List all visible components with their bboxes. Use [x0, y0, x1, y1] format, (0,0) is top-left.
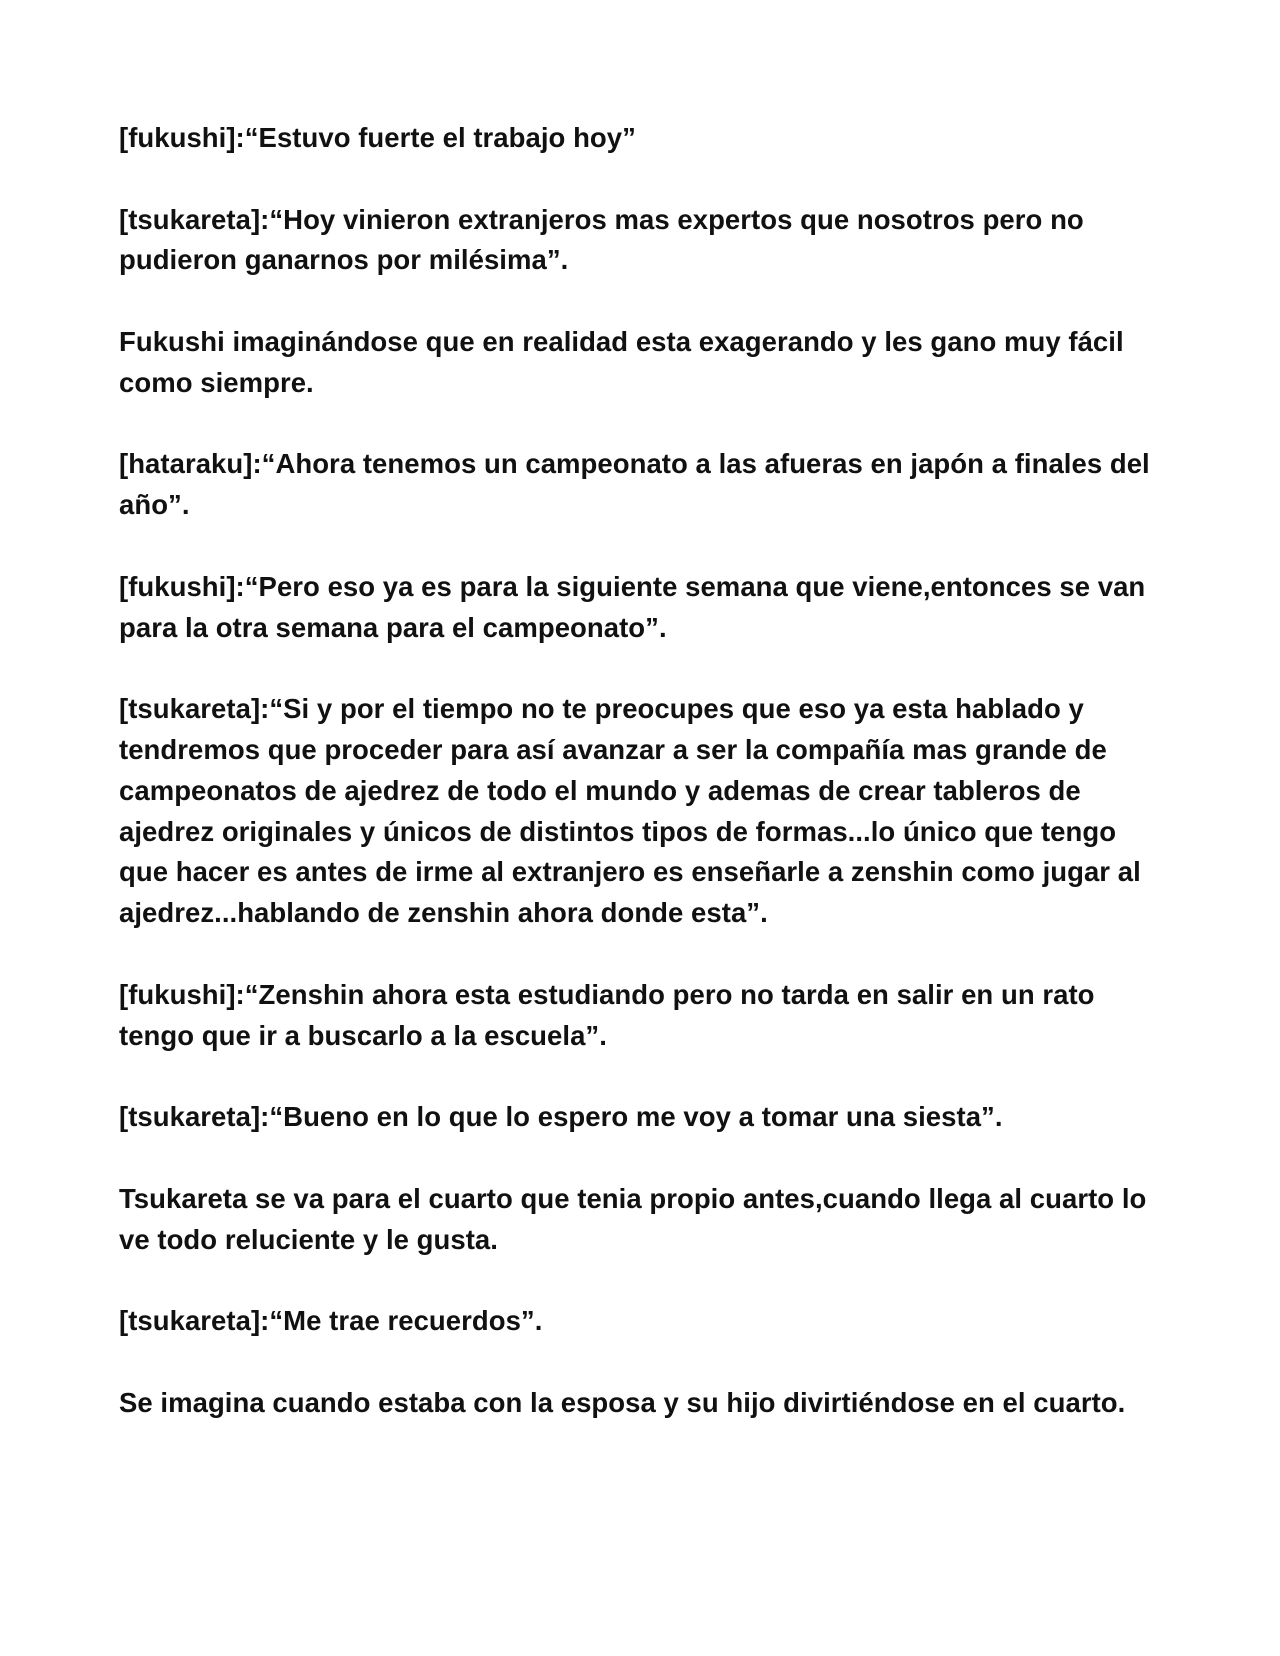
paragraph-4: [hataraku]:“Ahora tenemos un campeonato a las afueras en japón a finales del año”.	[119, 448, 1150, 521]
paragraph-10: [tsukareta]:“Me trae recuerdos”.	[119, 1305, 543, 1337]
paragraph-6: [tsukareta]:“Si y por el tiempo no te preocupes que eso ya esta hablado y tendremos que proceder para así avanzar a ser la compañía mas grande de campeonatos de ajedrez de todo el mundo y ademas de crear tableros de ajedrez originales y únicos de distintos tipos de formas...lo único que tengo que hacer es antes de irme al extranjero es enseñarle a zenshin como jugar al ajedrez...hablando de zenshin ahora donde esta”.	[119, 693, 1141, 929]
paragraph-2: [tsukareta]:“Hoy vinieron extranjeros mas expertos que nosotros pero no pudieron ganarnos por milésima”.	[119, 203, 1084, 276]
paragraph-11: Se imagina cuando estaba con la esposa y su hijo divirtiéndose en el cuarto.	[119, 1386, 1126, 1418]
paragraph-5: [fukushi]:“Pero eso ya es para la siguiente semana que viene,entonces se van para la otra semana para el campeonato”.	[119, 570, 1146, 643]
paragraph-3: Fukushi imaginándose que en realidad esta exagerando y les gano muy fácil como siempre.	[119, 325, 1124, 398]
document-body	[119, 118, 1164, 1424]
paragraph-9: Tsukareta se va para el cuarto que tenia propio antes,cuando llega al cuarto lo ve todo reluciente y le gusta.	[119, 1182, 1147, 1255]
paragraph-7: [fukushi]:“Zenshin ahora esta estudiando pero no tarda en salir en un rato tengo que ir a buscarlo a la escuela”.	[119, 978, 1095, 1051]
paragraph-1: [fukushi]:“Estuvo fuerte el trabajo hoy”	[119, 122, 636, 153]
paragraph-8: [tsukareta]:“Bueno en lo que lo espero me voy a tomar una siesta”.	[119, 1101, 1003, 1133]
